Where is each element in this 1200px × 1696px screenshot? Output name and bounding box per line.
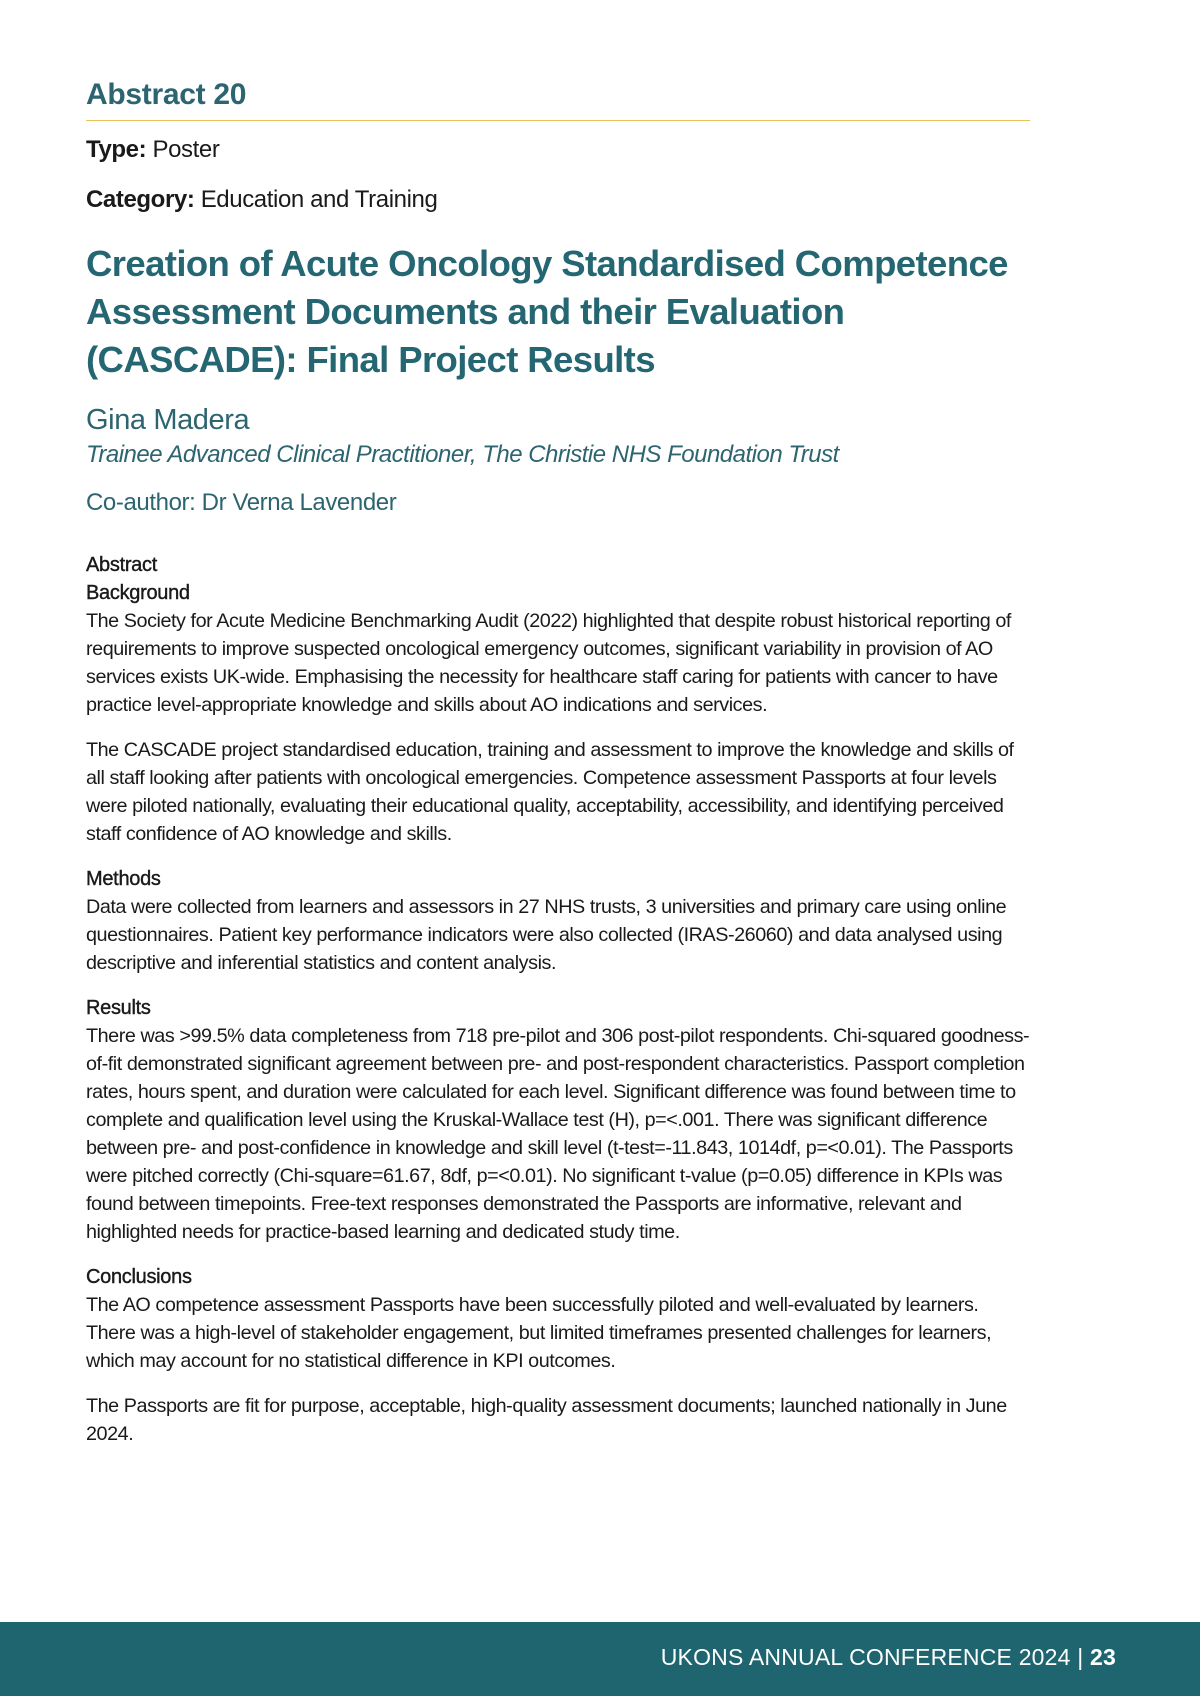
methods-paragraph: Data were collected from learners and assessors in 27 NHS trusts, 3 universities and primary care using online questionnaires. Patient key performance indicators were also collected (IRAS-26060) and data analysed using descriptive and inferential statistics and content analysis. [86,896,1007,974]
type-line [86,136,1030,164]
category-value: Education and Training [194,186,438,213]
footer-text [661,1644,1116,1671]
background-paragraph-2: The CASCADE project standardised education, training and assessment to improve the knowledge and skills of all staff looking after patients with oncological emergencies. Competence assessment Passports at four levels were piloted nationally, evaluating their educational quality, acceptability, accessibility, and identifying perceived staff confidence of AO knowledge and skills. [86,739,1014,845]
conclusions-paragraph-1: The AO competence assessment Passports have been successfully piloted and well-evaluated by learners. There was a high-level of stakeholder engagement, but limited timeframes presented challenges for learners, which may account for no statistical difference in KPI outcomes. [86,1294,992,1372]
category-label: Category: [86,186,195,213]
page-number: 23 [1090,1644,1116,1670]
coauthor: Co-author: Dr Verna Lavender [86,489,397,516]
type-label: Type: [86,136,147,163]
type-value: Poster [146,136,220,163]
conference-name: UKONS ANNUAL CONFERENCE 2024 | [660,1644,1091,1670]
page-footer [0,1622,1200,1696]
author-affiliation: Trainee Advanced Clinical Practitioner, The Christie NHS Foundation Trust [86,441,839,468]
background-paragraph-1: The Society for Acute Medicine Benchmarking Audit (2022) highlighted that despite robust historical reporting of requirements to improve suspected oncological emergency outcomes, significant variability in provision of AO services exists UK-wide. Emphasising the necessity for healthcare staff caring for patients with cancer to have practice level-appropriate knowledge and skills about AO indications and services. [86,610,1011,716]
abstract-body [86,551,1030,1448]
author-name: Gina Madera [86,404,250,436]
results-heading: Results [86,997,151,1019]
conclusions-paragraph-2: The Passports are fit for purpose, acceptable, high-quality assessment documents; launched nationally in June 2024. [86,1395,1007,1445]
background-heading: Background [86,582,190,604]
abstract-heading: Abstract [86,554,157,576]
abstract-number: Abstract 20 [86,78,1030,121]
methods-heading: Methods [86,868,161,890]
conclusions-heading: Conclusions [86,1266,192,1288]
results-paragraph: There was >99.5% data completeness from 718 pre-pilot and 306 post-pilot respondents. Chi-squared goodness-of-fit demonstrated significant agreement between pre- and post-respondent characteristics. Passport completion rates, hours spent, and duration were calculated for each level. Significant difference was found between time to complete and qualification level using the Kruskal-Wallace test (H), p=<.001. There was significant difference between pre- and post-confidence in knowledge and skill level (t-test=-11.843, 1014df, p=<0.01). The Passports were pitched correctly (Chi-square=61.67, 8df, p=<0.01). No significant t-value (p=0.05) difference in KPIs was found between timepoints. Free-text responses demonstrated the Passports are informative, relevant and highlighted needs for practice-based learning and dedicated study time. [86,1025,1030,1243]
abstract-title: Creation of Acute Oncology Standardised Competence Assessment Documents and their Evaluation (CASCADE): Final Project Results [86,243,1008,380]
abstract-page [86,78,1030,1465]
category-line [86,186,1030,214]
